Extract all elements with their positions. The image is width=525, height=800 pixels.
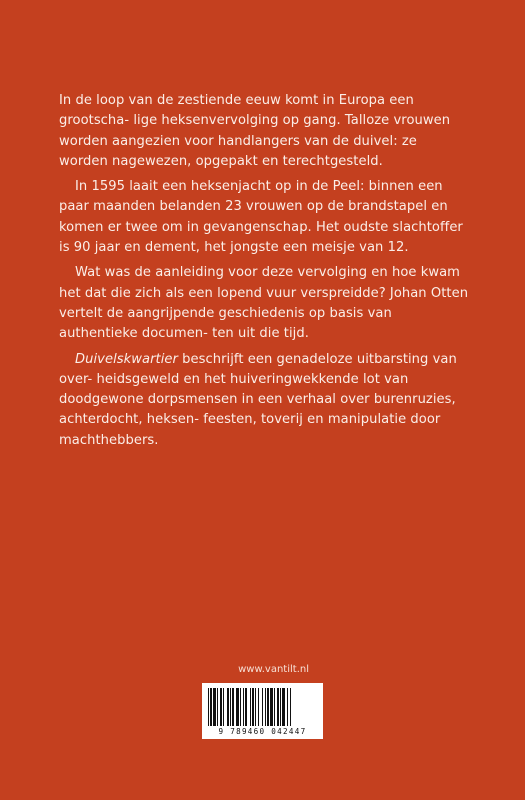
barcode-stripe xyxy=(213,688,216,726)
barcode-stripe xyxy=(282,688,285,726)
barcode-stripe xyxy=(240,688,241,726)
barcode-stripe xyxy=(270,688,273,726)
barcode-stripe xyxy=(287,688,288,726)
barcode-stripe xyxy=(267,688,269,726)
barcode-stripe xyxy=(227,688,229,726)
barcode-stripe xyxy=(265,688,266,726)
barcode-stripe xyxy=(236,688,239,726)
barcode-stripe xyxy=(280,688,281,726)
barcode-bars xyxy=(208,688,317,726)
barcode-stripe xyxy=(208,688,209,726)
isbn-number: 9 789460 042447 xyxy=(218,727,307,736)
blurb-paragraph-4 xyxy=(59,350,469,451)
barcode-stripe xyxy=(258,688,259,726)
barcode-stripe xyxy=(250,688,251,726)
book-title-italic: Duivelskwartier xyxy=(75,351,178,367)
barcode-stripe xyxy=(255,688,256,726)
blurb-paragraph-4-text: beschrijft een genadeloze uitbarsting van over- heidsgeweld en het huiveringwekkende lot van doodgewone dorpsmensen in een verhaal over burenruzies, achterdocht, heksen- feesten, toverij en manipulatie door machthebbers. xyxy=(59,351,457,448)
barcode-stripe xyxy=(290,688,291,726)
blurb-paragraph-3: Wat was de aanleiding voor deze vervolging en hoe kwam het dat die zich als een lopend vuur verspreidde? Johan Otten vertelt de aangrijpende geschiedenis op basis van authentieke documen- ten uit die tijd. xyxy=(59,265,469,342)
publisher-url: www.vantilt.nl xyxy=(238,664,309,675)
barcode-stripe xyxy=(230,688,231,726)
barcode-stripe xyxy=(277,688,279,726)
barcode-stripe xyxy=(223,688,224,726)
blurb-paragraph-2: In 1595 laait een heksenjacht op in de Peel: binnen een paar maanden belanden 23 vrouwen op de brandstapel en komen er twee om in gevangenschap. Het oudste slachtoffer is 90 jaar en dement, het jongste een meisje van 12. xyxy=(59,179,463,256)
barcode-stripe xyxy=(217,688,218,726)
barcode-stripe xyxy=(220,688,222,726)
barcode-stripe xyxy=(274,688,275,726)
barcode-stripe xyxy=(262,688,263,726)
isbn-barcode xyxy=(202,683,323,739)
barcode-stripe xyxy=(232,688,234,726)
back-cover-blurb xyxy=(59,91,469,456)
barcode-stripe xyxy=(210,688,212,726)
barcode-stripe xyxy=(245,688,247,726)
barcode-stripe xyxy=(243,688,244,726)
barcode-stripe xyxy=(252,688,254,726)
blurb-paragraph-1: In de loop van de zestiende eeuw komt in Europa een grootscha- lige heksenvervolging op gang. Talloze vrouwen worden aangezien voor handlangers van de duivel: ze worden nagewezen, opgepakt en terechtgesteld. xyxy=(59,93,451,169)
